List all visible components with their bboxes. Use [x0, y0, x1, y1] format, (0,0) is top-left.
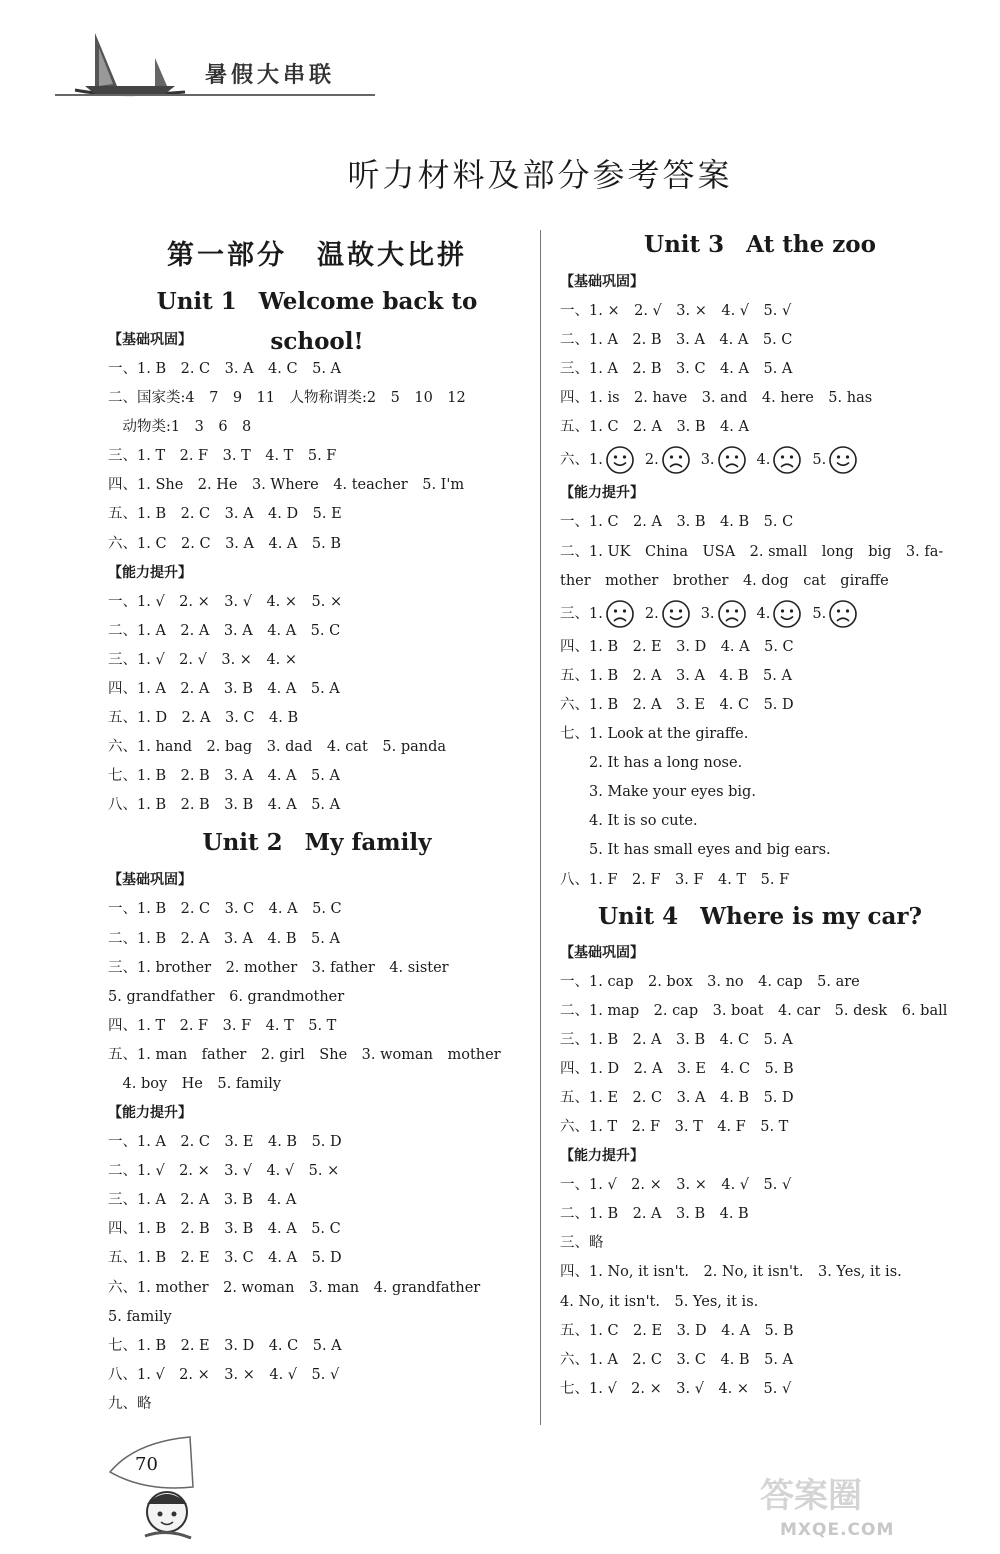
- answer-line: 五、1. E 2. C 3. A 4. B 5. D: [560, 1089, 794, 1106]
- smiley-face-icon: [661, 599, 691, 629]
- answer-line: 三、1. A 2. B 3. C 4. A 5. A: [560, 361, 793, 378]
- face-number: 5.: [812, 605, 827, 622]
- answer-line: 4. It is so cute.: [560, 813, 698, 830]
- answer-line: 七、1. B 2. E 3. D 4. C 5. A: [108, 1337, 342, 1354]
- left-column: [108, 230, 526, 1419]
- sad-face-icon: [828, 599, 858, 629]
- answer-line: 五、1. B 2. C 3. A 4. D 5. E: [108, 506, 342, 523]
- answer-line: 动物类:1 3 6 8: [108, 419, 252, 436]
- answer-line: 四、1. D 2. A 3. E 4. C 5. B: [560, 1060, 794, 1077]
- answer-line: 一、1. C 2. A 3. B 4. B 5. C: [560, 514, 794, 531]
- unit4-number: Unit 4: [597, 902, 679, 930]
- answer-line: 四、1. B 2. B 3. B 4. A 5. C: [108, 1221, 341, 1238]
- answer-line: 六、1. B 2. A 3. E 4. C 5. D: [560, 696, 794, 713]
- unit3-number: Unit 3: [644, 231, 725, 258]
- answer-line: 五、1. D 2. A 3. C 4. B: [108, 710, 299, 727]
- face-number: 1.: [589, 605, 603, 622]
- answer-line: 4. No, it isn't. 5. Yes, it is.: [560, 1293, 759, 1310]
- answer-line: 一、1. × 2. √ 3. × 4. √ 5. √: [560, 303, 792, 319]
- answer-line: 八、1. F 2. F 3. F 4. T 5. F: [560, 871, 790, 888]
- part-title: 第一部分 温故大比拼: [167, 240, 467, 271]
- unit-name: Welcome back to school!: [258, 288, 478, 355]
- answer-line: 四、1. She 2. He 3. Where 4. teacher 5. I'm: [108, 477, 465, 494]
- answer-line: 四、1. is 2. have 3. and 4. here 5. has: [560, 390, 873, 407]
- answer-line: 七、1. Look at the giraffe.: [560, 726, 749, 743]
- sad-face-icon: [661, 445, 691, 475]
- answer-line: 一、1. √ 2. × 3. √ 4. × 5. ×: [108, 593, 343, 610]
- answer-line: 三、略: [560, 1235, 604, 1252]
- page-number: 70: [135, 1454, 158, 1475]
- faces-row: [560, 596, 960, 633]
- faces-row: [560, 442, 960, 479]
- answer-line: 5. grandfather 6. grandmother: [108, 988, 345, 1005]
- section-head: 【能力提升】: [560, 485, 644, 502]
- section-head: 【能力提升】: [108, 1105, 192, 1122]
- answer-line: 二、1. UK China USA 2. small long big 3. fa-: [560, 543, 944, 560]
- answer-line: 二、1. map 2. cap 3. boat 4. car 5. desk 6. ball: [560, 1002, 948, 1019]
- answer-line: 2. It has a long nose.: [560, 755, 743, 772]
- running-header: [55, 28, 375, 108]
- answer-line: 二、1. A 2. B 3. A 4. A 5. C: [560, 332, 793, 349]
- answer-line: 五、1. B 2. A 3. A 4. B 5. A: [560, 667, 792, 684]
- sailboat-icon: [55, 28, 195, 103]
- face-number: 3.: [700, 605, 715, 622]
- answer-line: 三、1. B 2. A 3. B 4. C 5. A: [560, 1031, 793, 1048]
- answer-line: 一、1. A 2. C 3. E 4. B 5. D: [108, 1134, 342, 1151]
- answer-line: 5. family: [108, 1308, 172, 1325]
- answer-line: 3. Make your eyes big.: [560, 784, 756, 801]
- sad-face-icon: [717, 599, 747, 629]
- answer-line: 八、1. B 2. B 3. B 4. A 5. A: [108, 797, 341, 814]
- answer-line: 六、1. A 2. C 3. C 4. B 5. A: [560, 1351, 794, 1368]
- answer-line: 4. boy He 5. family: [108, 1075, 282, 1092]
- sad-face-icon: [717, 445, 747, 475]
- column-divider: [540, 230, 541, 1425]
- face-number: 5.: [812, 452, 827, 469]
- answer-line: 五、1. B 2. E 3. C 4. A 5. D: [108, 1250, 342, 1267]
- answer-line: 四、1. A 2. A 3. B 4. A 5. A: [108, 680, 340, 697]
- smiley-face-icon: [605, 445, 635, 475]
- answer-line: 六、1. mother 2. woman 3. man 4. grandfather: [108, 1279, 481, 1296]
- answer-line: 一、1. B 2. C 3. A 4. C 5. A: [108, 361, 342, 377]
- watermark-mark: 答案圈: [760, 1476, 862, 1516]
- left-units: [108, 282, 526, 1419]
- face-number: 4.: [756, 605, 771, 622]
- unit-title: [108, 820, 526, 866]
- sad-face-icon: [772, 445, 802, 475]
- answer-line: 一、1. B 2. C 3. C 4. A 5. C: [108, 901, 342, 918]
- answer-line: 一、1. cap 2. box 3. no 4. cap 5. are: [560, 973, 860, 990]
- section-head: 【基础巩固】: [560, 944, 644, 961]
- sad-face-icon: [605, 599, 635, 629]
- unit3-adv-lines-a: [560, 508, 960, 595]
- answer-line: 四、1. T 2. F 3. F 4. T 5. T: [108, 1017, 337, 1034]
- unit4-title: [560, 895, 960, 939]
- unit4-sections: [560, 939, 960, 1404]
- unit-name: My family: [304, 829, 432, 857]
- answer-line: 五、1. C 2. E 3. D 4. A 5. B: [560, 1322, 794, 1339]
- section-head: 【基础巩固】: [108, 872, 192, 889]
- watermark: [760, 1468, 980, 1543]
- face-number: 3.: [700, 452, 715, 469]
- answer-line: 七、1. √ 2. × 3. √ 4. × 5. √: [560, 1380, 792, 1397]
- faces-label: 三、: [560, 605, 589, 622]
- page-title: 听力材料及部分参考答案: [347, 156, 733, 194]
- answer-line: 二、1. B 2. A 3. A 4. B 5. A: [108, 930, 340, 947]
- unit4-name: Where is my car?: [700, 902, 922, 930]
- right-column: [560, 222, 960, 1404]
- answer-line: 一、1. √ 2. × 3. × 4. √ 5. √: [560, 1177, 792, 1194]
- face-number: 2.: [644, 452, 659, 469]
- answer-line: 四、1. No, it isn't. 2. No, it isn't. 3. Yes, it is.: [560, 1264, 902, 1281]
- answer-line: 五、1. C 2. A 3. B 4. A: [560, 419, 749, 436]
- answer-line: 二、1. B 2. A 3. B 4. B: [560, 1206, 749, 1223]
- answer-line: 三、1. A 2. A 3. B 4. A: [108, 1192, 297, 1209]
- face-number: 2.: [644, 605, 659, 622]
- answer-line: 二、1. √ 2. × 3. √ 4. √ 5. ×: [108, 1163, 340, 1180]
- unit-number: Unit 2: [202, 829, 283, 857]
- answer-line: 九、略: [108, 1395, 152, 1412]
- unit3-adv-lines-b: [560, 633, 960, 895]
- unit3-title: [560, 222, 960, 268]
- cartoon-girl-icon: [105, 1432, 205, 1542]
- answer-line: 六、1. C 2. C 3. A 4. A 5. B: [108, 535, 342, 552]
- page-footer: [105, 1432, 205, 1542]
- answer-line: 五、1. man father 2. girl She 3. woman mother: [108, 1046, 501, 1063]
- answer-line: 三、1. brother 2. mother 3. father 4. sister: [108, 959, 449, 976]
- answer-line: 三、1. √ 2. √ 3. × 4. ×: [108, 651, 298, 668]
- header-title: 暑假大串联: [205, 62, 336, 88]
- unit3-name: At the zoo: [746, 231, 876, 258]
- answer-line: 八、1. √ 2. × 3. × 4. √ 5. √: [108, 1366, 340, 1383]
- answer-line: 七、1. B 2. B 3. A 4. A 5. A: [108, 768, 340, 785]
- face-number: 1.: [589, 452, 603, 469]
- answer-line: ther mother brother 4. dog cat giraffe: [560, 572, 889, 589]
- unit-number: Unit 1: [156, 288, 237, 315]
- answer-line: 5. It has small eyes and big ears.: [560, 842, 831, 859]
- answer-line: 六、1. T 2. F 3. T 4. F 5. T: [560, 1119, 789, 1136]
- section-head: 【能力提升】: [560, 1148, 644, 1165]
- unit3-basic-lines: [560, 297, 960, 442]
- faces-label: 六、: [560, 452, 589, 469]
- section-head: 【能力提升】: [108, 564, 192, 581]
- answer-line: 三、1. T 2. F 3. T 4. T 5. F: [108, 448, 337, 465]
- answer-line: 二、国家类:4 7 9 11 人物称谓类:2 5 10 12: [108, 390, 466, 407]
- face-number: 4.: [756, 452, 771, 469]
- watermark-url: MXQE.COM: [780, 1520, 895, 1540]
- section-head: 【基础巩固】: [560, 274, 644, 290]
- section-head: 【基础巩固】: [108, 332, 192, 348]
- smiley-face-icon: [772, 599, 802, 629]
- answer-line: 二、1. A 2. A 3. A 4. A 5. C: [108, 622, 341, 639]
- answer-line: 四、1. B 2. E 3. D 4. A 5. C: [560, 638, 794, 655]
- answer-line: 六、1. hand 2. bag 3. dad 4. cat 5. panda: [108, 739, 447, 756]
- smiley-face-icon: [828, 445, 858, 475]
- header-rule: [55, 94, 375, 96]
